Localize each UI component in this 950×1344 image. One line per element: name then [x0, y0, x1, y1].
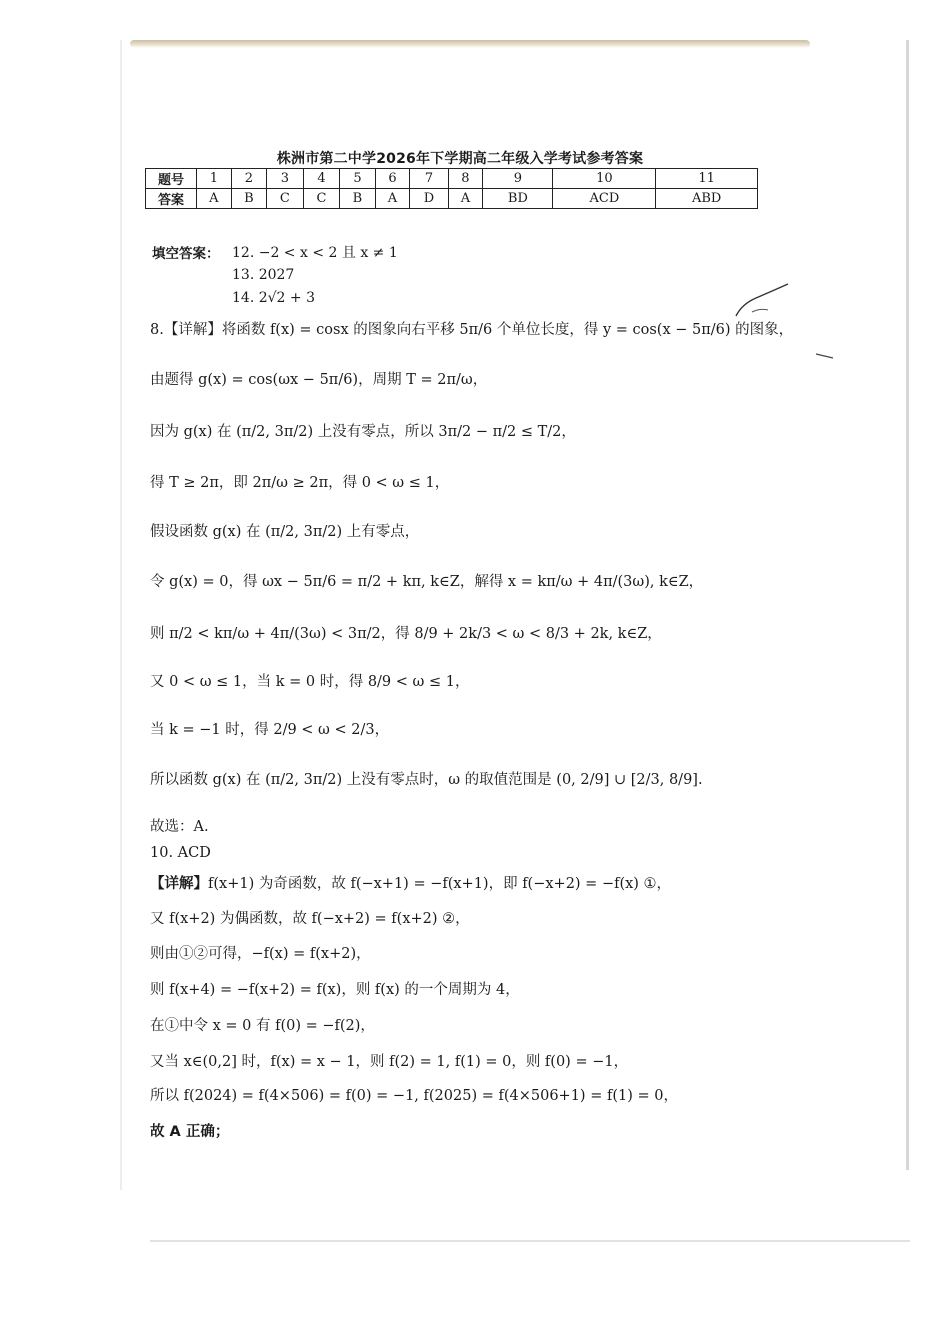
solution10-line: 在①中令 x = 0 有 f(0) = −f(2)， [150, 1018, 375, 1034]
solution8-line: 令 g(x) = 0，得 ωx − 5π/6 = π/2 + kπ, k∈Z，解得 x = kπ/ω + 4π/(3ω), k∈Z， [150, 574, 704, 590]
detail-tag: 【详解】 [150, 876, 208, 892]
solution8-line: 假设函数 g(x) 在 (π/2, 3π/2) 上有零点， [150, 524, 420, 540]
solution10-line: 又当 x∈(0,2] 时，f(x) = x − 1，则 f(2) = 1, f(1) = 0，则 f(0) = −1， [150, 1054, 629, 1070]
solution8-line: 所以函数 g(x) 在 (π/2, 3π/2) 上没有零点时，ω 的取值范围是 (0, 2/9] ∪ [2/3, 8/9]. [150, 772, 703, 788]
fill-answer-13: 13. 2027 [232, 267, 295, 283]
solution10-first-line [150, 872, 671, 893]
question-number-cell: 10 [553, 169, 656, 189]
answer-cell: A [375, 189, 410, 209]
fill-answer-12: 12. −2 < x < 2 且 x ≠ 1 [232, 245, 398, 261]
solution8-line: 得 T ≥ 2π，即 2π/ω ≥ 2π，得 0 < ω ≤ 1， [150, 475, 450, 491]
answer-table [145, 168, 758, 209]
question-number-cell: 9 [483, 169, 553, 189]
pen-stroke-icon [815, 352, 835, 360]
question-number-cell: 5 [340, 169, 375, 189]
answer-cell: ABD [656, 189, 758, 209]
solution8-line: 当 k = −1 时，得 2/9 < ω < 2/3， [150, 722, 390, 738]
answer-cell: C [303, 189, 340, 209]
solution10-line: 又 f(x+2) 为偶函数，故 f(−x+2) = f(x+2) ②， [150, 911, 470, 927]
solution8-line: 则 π/2 < kπ/ω + 4π/(3ω) < 3π/2，得 8/9 + 2k/3 < ω < 8/3 + 2k, k∈Z， [150, 626, 662, 642]
solution10-line: 则由①②可得，−f(x) = f(x+2)， [150, 946, 371, 962]
solution8-line: 由题得 g(x) = cos(ωx − 5π/6)，周期 T = 2π/ω， [150, 372, 488, 388]
answer-cell: A [448, 189, 483, 209]
page-title: 株洲市第二中学2026年下学期高二年级入学考试参考答案 [276, 151, 644, 167]
answer-cell: C [267, 189, 304, 209]
solution8-line: 又 0 < ω ≤ 1，当 k = 0 时，得 8/9 < ω ≤ 1， [150, 674, 470, 690]
solution8-line: 8.【详解】将函数 f(x) = cosx 的图象向右平移 5π/6 个单位长度，得 y = cos(x − 5π/6) 的图象， [150, 322, 794, 338]
row-label-question: 题号 [146, 169, 197, 189]
question-number-cell: 1 [197, 169, 232, 189]
answer-cell: D [410, 189, 448, 209]
question-number-cell: 3 [267, 169, 304, 189]
pen-checkmark-icon [732, 282, 792, 322]
answer-cell: ACD [553, 189, 656, 209]
scan-edge-top [130, 40, 810, 48]
solution10-conclusion: 故 A 正确； [150, 1124, 230, 1140]
fill-in-label: 填空答案： [152, 246, 220, 262]
answer-cell: B [340, 189, 375, 209]
question-number-cell: 7 [410, 169, 448, 189]
solution10-line: 则 f(x+4) = −f(x+2) = f(x)，则 f(x) 的一个周期为 4， [150, 982, 520, 998]
answer-cell: A [197, 189, 232, 209]
row-label-answer: 答案 [146, 189, 197, 209]
solution8-answer: 故选：A. [150, 819, 209, 835]
scan-edge-bottom [150, 1240, 910, 1242]
solution10-header: 10. ACD [150, 845, 211, 861]
question-number-cell: 8 [448, 169, 483, 189]
solution10-line: 所以 f(2024) = f(4×506) = f(0) = −1, f(2025) = f(4×506+1) = f(1) = 0， [150, 1088, 678, 1104]
question-number-cell: 2 [231, 169, 266, 189]
scan-edge-left [120, 40, 122, 1190]
question-number-row [146, 169, 758, 189]
fill-answer-14: 14. 2√2 + 3 [232, 290, 315, 306]
question-number-cell: 4 [303, 169, 340, 189]
question-number-cell: 11 [656, 169, 758, 189]
question-number-cell: 6 [375, 169, 410, 189]
answer-cell: BD [483, 189, 553, 209]
solution8-line: 因为 g(x) 在 (π/2, 3π/2) 上没有零点，所以 3π/2 − π/2 ≤ T/2， [150, 424, 576, 440]
answer-cell: B [231, 189, 266, 209]
scan-edge-right [906, 40, 909, 1170]
answer-row [146, 189, 758, 209]
solution10-first-text: f(x+1) 为奇函数，故 f(−x+1) = −f(x+1)，即 f(−x+2) = −f(x) ①， [208, 876, 672, 892]
